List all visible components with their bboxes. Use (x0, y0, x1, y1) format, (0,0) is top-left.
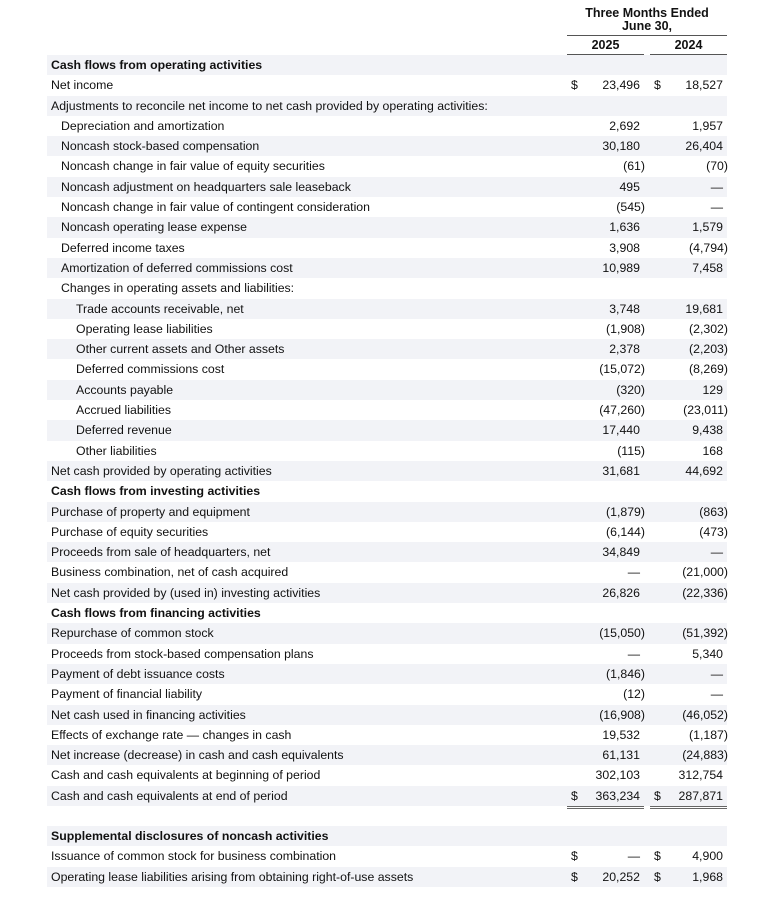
row-label: Cash and cash equivalents at end of period (51, 788, 288, 803)
row-label: Issuance of common stock for business combination (51, 849, 337, 864)
row-label: Net increase (decrease) in cash and cash equivalents (51, 748, 344, 763)
section-gap (47, 806, 727, 826)
amount: (70) (706, 159, 728, 174)
value-cell-2025 (567, 481, 644, 501)
amount: (115) (617, 443, 645, 458)
value-cell-2025 (567, 542, 644, 562)
amount: — (627, 646, 640, 661)
row-label: Purchase of property and equipment (51, 504, 250, 519)
table-row (47, 562, 727, 582)
amount: — (710, 545, 723, 560)
table-row (47, 583, 727, 603)
currency-symbol: $ (571, 849, 578, 864)
value-cell-2025 (567, 725, 644, 745)
value-cell-2024 (650, 481, 727, 501)
value-cell-2024 (650, 867, 727, 887)
table-row (47, 278, 727, 298)
currency-symbol: $ (571, 78, 578, 93)
row-label: Operating lease liabilities (76, 321, 213, 336)
row-label: Payment of debt issuance costs (51, 666, 225, 681)
value-cell-2025 (567, 623, 644, 643)
table-row (47, 644, 727, 664)
value-cell-2025 (567, 765, 644, 785)
value-cell-2024 (650, 299, 727, 319)
row-label: Cash and cash equivalents at beginning of period (51, 768, 321, 783)
amount: — (627, 849, 640, 864)
supplemental-rows (47, 826, 727, 887)
amount: (12) (623, 687, 645, 702)
value-cell-2025 (567, 55, 644, 75)
value-cell-2025 (567, 745, 644, 765)
amount: 5,340 (692, 646, 723, 661)
cash-flow-table (47, 55, 727, 887)
value-cell-2024 (650, 136, 727, 156)
amount: (1,187) (689, 727, 728, 742)
value-cell-2024 (650, 623, 727, 643)
row-label: Net cash provided by operating activities (51, 463, 272, 478)
value-cell-2025 (567, 136, 644, 156)
value-cell-2024 (650, 319, 727, 339)
table-row (47, 380, 727, 400)
row-label: Adjustments to reconcile net income to net cash provided by operating activities: (51, 98, 488, 113)
amount: 2,378 (609, 342, 640, 357)
row-label: Depreciation and amortization (61, 118, 225, 133)
amount: (2,203) (689, 342, 728, 357)
table-row (47, 420, 727, 440)
row-label: Deferred revenue (76, 423, 172, 438)
table-row (47, 502, 727, 522)
value-cell-2025 (567, 197, 644, 217)
value-cell-2024 (650, 156, 727, 176)
amount: 31,681 (602, 463, 640, 478)
row-label: Cash flows from investing activities (51, 484, 261, 499)
value-cell-2025 (567, 156, 644, 176)
value-cell-2024 (650, 238, 727, 258)
value-cell-2024 (650, 664, 727, 684)
value-cell-2024 (650, 197, 727, 217)
header-divider (567, 35, 727, 36)
row-label: Repurchase of common stock (51, 626, 214, 641)
amount: 495 (619, 179, 640, 194)
value-cell-2024 (650, 745, 727, 765)
amount: 10,989 (602, 260, 640, 275)
row-label: Changes in operating assets and liabilities: (61, 281, 295, 296)
amount: 9,438 (692, 423, 723, 438)
value-cell-2025 (567, 238, 644, 258)
value-cell-2024 (650, 55, 727, 75)
amount: (473) (699, 524, 728, 539)
section-heading-row (47, 603, 727, 623)
table-row (47, 705, 727, 725)
value-cell-2024 (650, 826, 727, 846)
table-row (47, 461, 727, 481)
table-row (47, 400, 727, 420)
column-header-2024: 2024 (674, 38, 703, 52)
amount: 17,440 (602, 423, 640, 438)
value-cell-2024 (650, 684, 727, 704)
table-row (47, 522, 727, 542)
amount: 1,968 (692, 869, 723, 884)
value-cell-2024 (650, 217, 727, 237)
amount: (51,392) (682, 626, 728, 641)
amount: (47,260) (599, 403, 645, 418)
amount: (21,000) (682, 565, 728, 580)
amount: (1,846) (606, 666, 645, 681)
value-cell-2025 (567, 786, 644, 806)
value-cell-2024 (650, 705, 727, 725)
table-row (47, 786, 727, 806)
amount: 26,404 (685, 139, 723, 154)
value-cell-2024 (650, 75, 727, 95)
value-cell-2025 (567, 217, 644, 237)
amount: (1,908) (606, 321, 645, 336)
amount: 61,131 (602, 748, 640, 763)
row-label: Noncash operating lease expense (61, 220, 247, 235)
table-row (47, 846, 727, 866)
table-row (47, 623, 727, 643)
amount: 363,234 (595, 788, 640, 803)
amount: — (710, 200, 723, 215)
value-cell-2024 (650, 359, 727, 379)
value-cell-2024 (650, 278, 727, 298)
amount: — (627, 565, 640, 580)
amount: 1,957 (692, 118, 723, 133)
row-label: Other liabilities (76, 443, 157, 458)
row-label: Cash flows from financing activities (51, 606, 261, 621)
currency-symbol: $ (654, 78, 661, 93)
amount: 20,252 (602, 869, 640, 884)
amount: 18,527 (685, 78, 723, 93)
row-label: Deferred income taxes (61, 240, 185, 255)
table-row (47, 319, 727, 339)
value-cell-2025 (567, 461, 644, 481)
row-label: Noncash stock-based compensation (61, 139, 260, 154)
value-cell-2024 (650, 542, 727, 562)
amount: (15,050) (599, 626, 645, 641)
amount: (16,908) (599, 707, 645, 722)
value-cell-2025 (567, 400, 644, 420)
table-row (47, 177, 727, 197)
amount: 26,826 (602, 585, 640, 600)
section-heading-row (47, 55, 727, 75)
table-row (47, 238, 727, 258)
value-cell-2024 (650, 380, 727, 400)
table-row (47, 867, 727, 887)
value-cell-2024 (650, 339, 727, 359)
table-row (47, 542, 727, 562)
amount: (8,269) (689, 362, 728, 377)
value-cell-2024 (650, 116, 727, 136)
table-row (47, 156, 727, 176)
value-cell-2025 (567, 502, 644, 522)
value-cell-2025 (567, 420, 644, 440)
table-row (47, 745, 727, 765)
row-label: Deferred commissions cost (76, 362, 225, 377)
amount: (23,011) (683, 403, 728, 418)
currency-symbol: $ (654, 788, 661, 803)
value-cell-2025 (567, 177, 644, 197)
value-cell-2024 (650, 96, 727, 116)
value-cell-2024 (650, 644, 727, 664)
value-cell-2025 (567, 339, 644, 359)
value-cell-2025 (567, 380, 644, 400)
table-row (47, 258, 727, 278)
period-line-2: June 30, (621, 19, 673, 33)
value-cell-2025 (567, 826, 644, 846)
row-label: Other current assets and Other assets (76, 342, 285, 357)
row-label: Net income (51, 78, 114, 93)
table-row (47, 725, 727, 745)
amount: 1,579 (692, 220, 723, 235)
amount: 7,458 (692, 260, 723, 275)
cash-flow-rows (47, 55, 727, 806)
value-cell-2024 (650, 562, 727, 582)
row-label: Amortization of deferred commissions cost (61, 260, 293, 275)
currency-symbol: $ (654, 869, 661, 884)
amount: 287,871 (678, 788, 723, 803)
amount: (15,072) (599, 362, 645, 377)
column-header-2025: 2025 (591, 38, 620, 52)
value-cell-2025 (567, 96, 644, 116)
amount: (24,883) (682, 748, 728, 763)
currency-symbol: $ (654, 849, 661, 864)
table-row (47, 664, 727, 684)
table-row (47, 765, 727, 785)
value-cell-2025 (567, 116, 644, 136)
amount: 4,900 (692, 849, 723, 864)
amount: (863) (699, 504, 728, 519)
value-cell-2025 (567, 441, 644, 461)
amount: 3,908 (609, 240, 640, 255)
currency-symbol: $ (571, 788, 578, 803)
amount: 30,180 (602, 139, 640, 154)
period-line-1: Three Months Ended (585, 6, 709, 20)
value-cell-2025 (567, 644, 644, 664)
value-cell-2025 (567, 664, 644, 684)
amount: — (710, 666, 723, 681)
amount: — (710, 687, 723, 702)
table-row (47, 75, 727, 95)
value-cell-2024 (650, 786, 727, 806)
amount: (46,052) (682, 707, 728, 722)
amount: 2,692 (609, 118, 640, 133)
row-label: Payment of financial liability (51, 687, 203, 702)
value-cell-2024 (650, 400, 727, 420)
amount: — (710, 179, 723, 194)
row-label: Purchase of equity securities (51, 524, 209, 539)
table-row (47, 116, 727, 136)
amount: 3,748 (609, 301, 640, 316)
value-cell-2025 (567, 75, 644, 95)
amount: 168 (702, 443, 723, 458)
value-cell-2024 (650, 765, 727, 785)
row-label: Noncash adjustment on headquarters sale leaseback (61, 179, 351, 194)
value-cell-2025 (567, 278, 644, 298)
amount: 34,849 (602, 545, 640, 560)
amount: (4,794) (689, 240, 728, 255)
value-cell-2024 (650, 502, 727, 522)
amount: (1,879) (606, 504, 645, 519)
row-label: Proceeds from stock-based compensation plans (51, 646, 314, 661)
table-row (47, 136, 727, 156)
row-label: Accounts payable (76, 382, 174, 397)
value-cell-2025 (567, 258, 644, 278)
value-cell-2025 (567, 562, 644, 582)
amount: (22,336) (682, 585, 728, 600)
row-label: Cash flows from operating activities (51, 58, 263, 72)
row-label: Effects of exchange rate — changes in cash (51, 727, 292, 742)
amount: (61) (623, 159, 645, 174)
currency-symbol: $ (571, 869, 578, 884)
value-cell-2025 (567, 684, 644, 704)
table-row (47, 299, 727, 319)
row-label: Noncash change in fair value of equity securities (61, 159, 325, 174)
row-label: Operating lease liabilities arising from obtaining right-of-use assets (51, 869, 414, 884)
table-row (47, 359, 727, 379)
table-row (47, 217, 727, 237)
value-cell-2025 (567, 299, 644, 319)
row-label: Accrued liabilities (76, 403, 172, 418)
value-cell-2025 (567, 359, 644, 379)
amount: 129 (702, 382, 723, 397)
value-cell-2024 (650, 583, 727, 603)
value-cell-2024 (650, 522, 727, 542)
value-cell-2024 (650, 461, 727, 481)
amount: (545) (616, 200, 645, 215)
amount: 312,754 (678, 768, 723, 783)
amount: (6,144) (606, 524, 645, 539)
section-heading-row (47, 826, 727, 846)
table-row (47, 339, 727, 359)
row-label: Supplemental disclosures of noncash activities (51, 828, 329, 843)
value-cell-2025 (567, 583, 644, 603)
value-cell-2024 (650, 441, 727, 461)
amount: 302,103 (595, 768, 640, 783)
amount: 19,532 (602, 727, 640, 742)
section-heading-row (47, 481, 727, 501)
row-label: Proceeds from sale of headquarters, net (51, 545, 271, 560)
row-label: Net cash used in financing activities (51, 707, 246, 722)
value-cell-2025 (567, 603, 644, 623)
table-row (47, 684, 727, 704)
amount: 1,636 (609, 220, 640, 235)
value-cell-2025 (567, 846, 644, 866)
value-cell-2025 (567, 319, 644, 339)
value-cell-2025 (567, 705, 644, 725)
value-cell-2025 (567, 522, 644, 542)
row-label: Business combination, net of cash acquired (51, 565, 289, 580)
table-row (47, 197, 727, 217)
amount: 23,496 (602, 78, 640, 93)
table-row (47, 441, 727, 461)
value-cell-2024 (650, 258, 727, 278)
value-cell-2024 (650, 603, 727, 623)
amount: 44,692 (685, 463, 723, 478)
value-cell-2025 (567, 867, 644, 887)
amount: 19,681 (685, 301, 723, 316)
table-row (47, 96, 727, 116)
amount: (320) (616, 382, 645, 397)
period-header (567, 7, 727, 33)
amount: (2,302) (689, 321, 728, 336)
value-cell-2024 (650, 420, 727, 440)
value-cell-2024 (650, 725, 727, 745)
value-cell-2024 (650, 846, 727, 866)
row-label: Net cash provided by (used in) investing activities (51, 585, 321, 600)
row-label: Trade accounts receivable, net (76, 301, 244, 316)
value-cell-2024 (650, 177, 727, 197)
row-label: Noncash change in fair value of contingent consideration (61, 200, 370, 215)
